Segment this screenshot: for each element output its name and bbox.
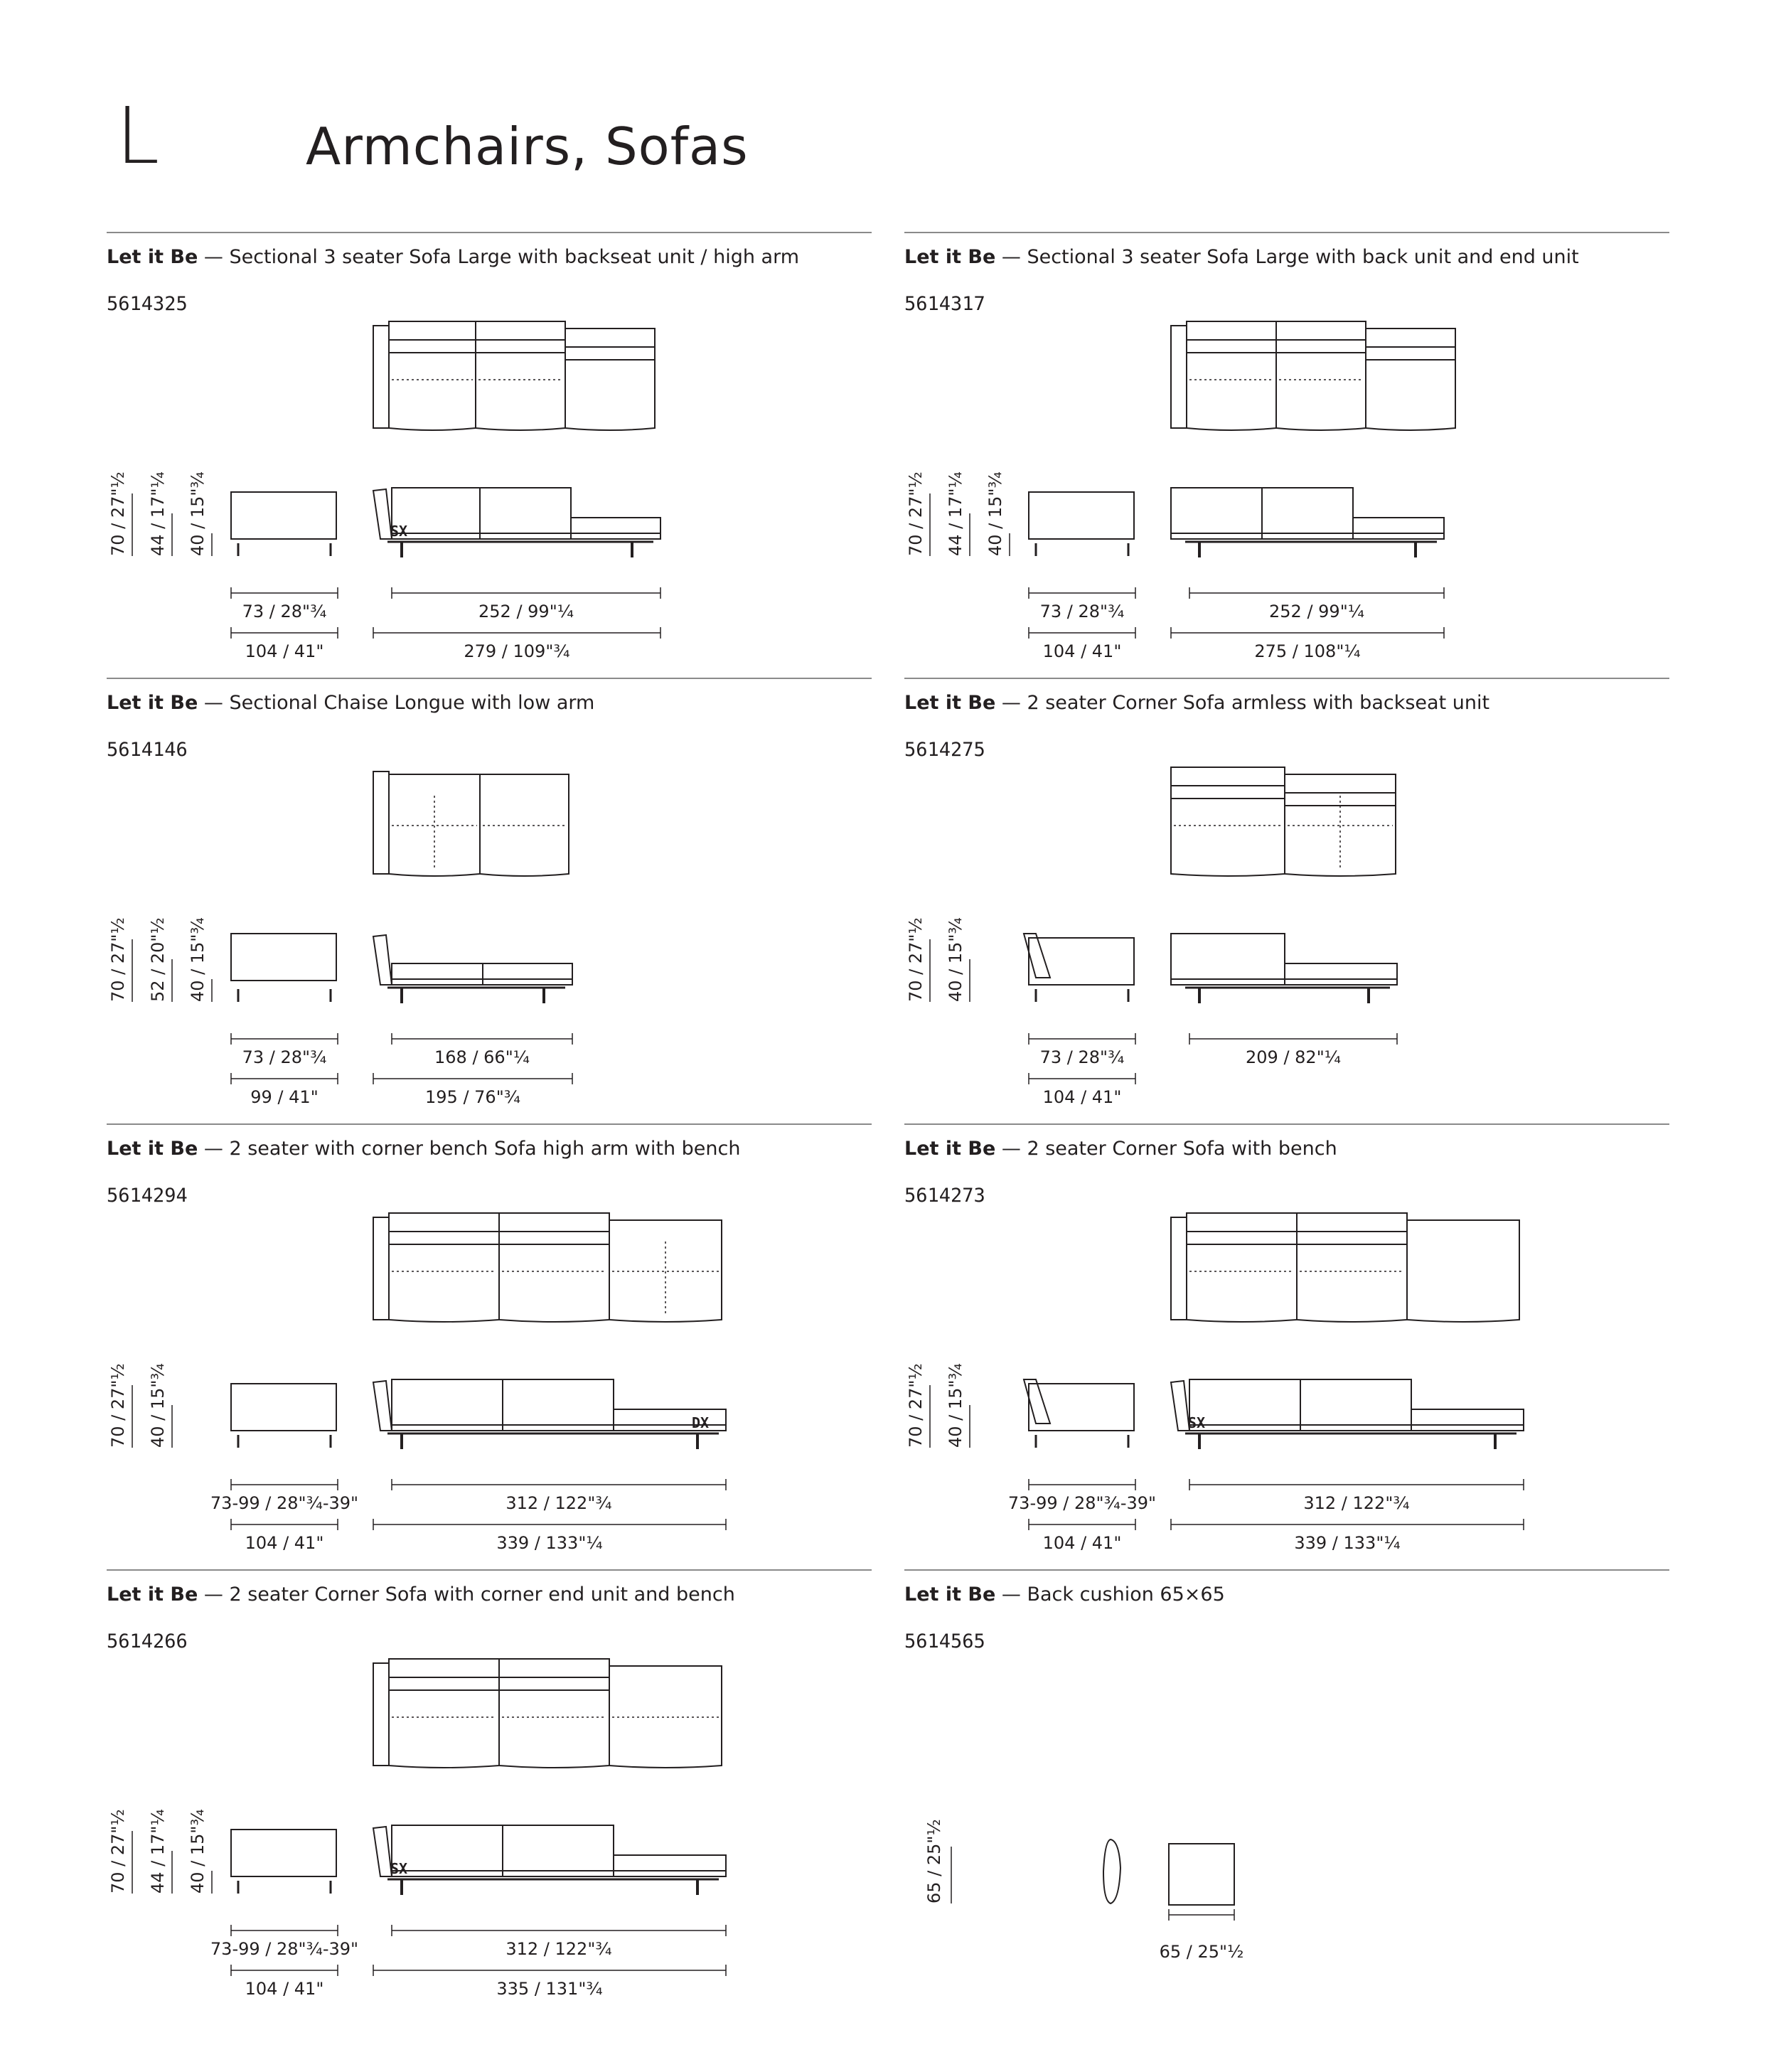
- width-dimension: 252 / 99"¼: [1269, 602, 1364, 621]
- depth-dimension: 73 / 28"¾: [1039, 1047, 1125, 1067]
- technical-drawing: [904, 232, 1672, 658]
- product-code: 5614146: [107, 739, 188, 761]
- module-side: [1285, 963, 1397, 985]
- seat-module-plan: [389, 1213, 499, 1322]
- technical-drawing: [904, 1123, 1672, 1550]
- height-dimension: 40 / 15"¾: [148, 1363, 168, 1448]
- module-side: [483, 963, 572, 985]
- width-dimension: 275 / 108"¼: [1254, 641, 1361, 658]
- height-dimension: 40 / 15"¾: [946, 1363, 965, 1448]
- armrest-plan: [1171, 1217, 1187, 1320]
- product-description: 2 seater Corner Sofa with bench: [1027, 1138, 1337, 1160]
- armchair-side: [231, 1384, 336, 1431]
- armchair-side: [231, 1830, 336, 1876]
- product-section: [107, 1123, 874, 1550]
- cushion-front-view: [1169, 1844, 1234, 1905]
- technical-drawing: [107, 232, 874, 658]
- armrest-plan: [373, 326, 389, 428]
- product-brand: Let it Be: [107, 246, 198, 268]
- seat-module-plan: [1276, 321, 1366, 430]
- seat-module-plan: [1297, 1213, 1407, 1322]
- depth-dimension: 73 / 28"¾: [242, 602, 327, 621]
- height-dimension: 70 / 27"½: [108, 917, 128, 1002]
- width-dimension: 312 / 122"¾: [505, 1493, 612, 1513]
- armchair-side: [231, 492, 336, 539]
- product-description: 2 seater Corner Sofa armless with backseat unit: [1027, 692, 1490, 714]
- depth-dimension: 104 / 41": [1042, 1087, 1122, 1104]
- seat-module-plan: [476, 321, 565, 430]
- module-side: [1300, 1379, 1411, 1431]
- orientation-tag: SX: [390, 1860, 408, 1877]
- product-title: Let it Be — 2 seater Corner Sofa with bench: [904, 1138, 1337, 1160]
- seat-module-plan: [499, 1659, 609, 1768]
- height-dimension: 44 / 17"¼: [148, 471, 168, 556]
- armchair-side: [1029, 492, 1134, 539]
- width-dimension: 168 / 66"¼: [434, 1047, 530, 1067]
- technical-drawing: [107, 1123, 874, 1550]
- product-brand: Let it Be: [904, 246, 996, 268]
- height-dimension: 40 / 15"¾: [188, 1809, 208, 1894]
- module-side: [1411, 1409, 1524, 1431]
- height-dimension: 70 / 27"½: [108, 471, 128, 556]
- backrest-side: [373, 489, 392, 539]
- height-dimension: 44 / 17"¼: [946, 471, 965, 556]
- product-section: [904, 678, 1672, 1104]
- module-side: [503, 1825, 614, 1876]
- armrest-plan: [1171, 326, 1187, 428]
- technical-drawing: [107, 1569, 874, 1996]
- width-dimension: 339 / 133"¼: [1294, 1533, 1401, 1550]
- height-dimension: 52 / 20"½: [148, 917, 168, 1002]
- module-side: [1171, 934, 1285, 985]
- product-description: Sectional 3 seater Sofa Large with back unit and end unit: [1027, 246, 1579, 268]
- product-title: Let it Be — 2 seater Corner Sofa armless with backseat unit: [904, 692, 1490, 714]
- module-side: [1262, 488, 1353, 539]
- backrest-side: [373, 1381, 392, 1431]
- product-section: [904, 232, 1672, 658]
- depth-dimension: 104 / 41": [1042, 1533, 1122, 1550]
- armrest-plan: [373, 1663, 389, 1766]
- height-dimension: 70 / 27"½: [906, 1363, 926, 1448]
- product-code: 5614325: [107, 293, 188, 315]
- seat-module-plan: [1171, 767, 1285, 876]
- technical-drawing: [107, 678, 874, 1104]
- depth-dimension: 99 / 41": [250, 1087, 319, 1104]
- module-side: [1353, 518, 1444, 539]
- module-side: [392, 1825, 503, 1876]
- height-dimension: 40 / 15"¾: [946, 917, 965, 1002]
- height-dimension: 44 / 17"¼: [148, 1809, 168, 1894]
- backrest-side: [373, 935, 392, 985]
- height-dimension: 70 / 27"½: [906, 917, 926, 1002]
- catalog-letter: L: [116, 90, 160, 181]
- backrest-side: [1024, 1379, 1050, 1424]
- orientation-tag: SX: [390, 523, 408, 540]
- module-side: [392, 1379, 503, 1431]
- product-section: [107, 1569, 874, 1996]
- module-side: [614, 1409, 726, 1431]
- armrest-plan: [373, 771, 389, 874]
- width-dimension: 335 / 131"¾: [496, 1979, 603, 1996]
- width-dimension: 279 / 109"¾: [464, 641, 570, 658]
- technical-drawing: [904, 1569, 1672, 1996]
- seat-module-plan: [499, 1213, 609, 1322]
- product-code: 5614275: [904, 739, 985, 761]
- height-dimension: 40 / 15"¾: [985, 471, 1005, 556]
- width-dimension: 312 / 122"¾: [1303, 1493, 1410, 1513]
- depth-dimension: 73-99 / 28"¾-39": [210, 1939, 359, 1959]
- backrest-side: [1171, 1381, 1189, 1431]
- product-title: Let it Be — Sectional 3 seater Sofa Large with back unit and end unit: [904, 246, 1579, 268]
- module-side: [392, 963, 483, 985]
- depth-dimension: 104 / 41": [245, 1533, 324, 1550]
- product-brand: Let it Be: [904, 692, 996, 714]
- technical-drawing: [904, 678, 1672, 1104]
- product-title: Let it Be — 2 seater Corner Sofa with corner end unit and bench: [107, 1584, 735, 1606]
- product-section: [904, 1123, 1672, 1550]
- armchair-side: [231, 934, 336, 981]
- height-dimension: 65 / 25"½: [924, 1819, 944, 1903]
- seat-module-plan: [1187, 321, 1276, 430]
- product-section: [107, 678, 874, 1104]
- depth-dimension: 104 / 41": [245, 641, 324, 658]
- product-brand: Let it Be: [904, 1584, 996, 1606]
- product-description: Back cushion 65×65: [1027, 1584, 1225, 1606]
- height-dimension: 40 / 15"¾: [188, 471, 208, 556]
- depth-dimension: 73 / 28"¾: [1039, 602, 1125, 621]
- cushion-side-view: [1103, 1839, 1120, 1903]
- width-dimension: 252 / 99"¼: [478, 602, 574, 621]
- product-brand: Let it Be: [107, 1584, 198, 1606]
- orientation-tag: DX: [691, 1414, 710, 1431]
- height-dimension: 70 / 27"½: [108, 1363, 128, 1448]
- product-description: Sectional 3 seater Sofa Large with backseat unit / high arm: [229, 246, 800, 268]
- width-dimension: 195 / 76"¾: [425, 1087, 520, 1104]
- product-code: 5614317: [904, 293, 985, 315]
- product-section: [107, 232, 874, 658]
- module-side: [1189, 1379, 1300, 1431]
- product-description: 2 seater with corner bench Sofa high arm with bench: [229, 1138, 741, 1160]
- height-dimension: 40 / 15"¾: [188, 917, 208, 1002]
- module-side: [503, 1379, 614, 1431]
- product-code: 5614266: [107, 1630, 188, 1652]
- product-code: 5614565: [904, 1630, 985, 1652]
- depth-dimension: 73-99 / 28"¾-39": [1007, 1493, 1157, 1513]
- module-side: [480, 488, 571, 539]
- depth-dimension: 104 / 41": [245, 1979, 324, 1996]
- depth-dimension: 104 / 41": [1042, 641, 1122, 658]
- height-dimension: 70 / 27"½: [906, 471, 926, 556]
- width-dimension: 65 / 25"½: [1159, 1942, 1244, 1962]
- seat-module-plan: [389, 321, 476, 430]
- module-side: [614, 1855, 726, 1876]
- width-dimension: 312 / 122"¾: [505, 1939, 612, 1959]
- seat-module-plan: [1366, 329, 1455, 430]
- width-dimension: 209 / 82"¼: [1246, 1047, 1341, 1067]
- armrest-plan: [373, 1217, 389, 1320]
- seat-module-plan: [1187, 1213, 1297, 1322]
- depth-dimension: 73 / 28"¾: [242, 1047, 327, 1067]
- module-side: [1171, 488, 1262, 539]
- backrest-side: [1024, 934, 1050, 978]
- seat-module-plan: [1407, 1220, 1519, 1322]
- seat-module-plan: [389, 1659, 499, 1768]
- product-code: 5614273: [904, 1185, 985, 1207]
- product-title: Let it Be — Sectional Chaise Longue with low arm: [107, 692, 595, 714]
- page-title: Armchairs, Sofas: [306, 117, 749, 176]
- product-code: 5614294: [107, 1185, 188, 1207]
- backrest-side: [373, 1827, 392, 1876]
- product-description: 2 seater Corner Sofa with corner end unit and bench: [229, 1584, 735, 1606]
- height-dimension: 70 / 27"½: [108, 1809, 128, 1894]
- product-description: Sectional Chaise Longue with low arm: [229, 692, 595, 714]
- product-section: [904, 1569, 1672, 1996]
- module-side: [571, 518, 660, 539]
- seat-module-plan: [565, 329, 655, 430]
- product-brand: Let it Be: [107, 1138, 198, 1160]
- product-title: Let it Be — 2 seater with corner bench Sofa high arm with bench: [107, 1138, 741, 1160]
- product-title: Let it Be — Back cushion 65×65: [904, 1584, 1225, 1606]
- product-brand: Let it Be: [107, 692, 198, 714]
- orientation-tag: SX: [1187, 1414, 1206, 1431]
- width-dimension: 339 / 133"¼: [496, 1533, 603, 1550]
- depth-dimension: 73-99 / 28"¾-39": [210, 1493, 359, 1513]
- seat-module-plan: [609, 1666, 722, 1768]
- product-title: Let it Be — Sectional 3 seater Sofa Large with backseat unit / high arm: [107, 246, 800, 268]
- product-brand: Let it Be: [904, 1138, 996, 1160]
